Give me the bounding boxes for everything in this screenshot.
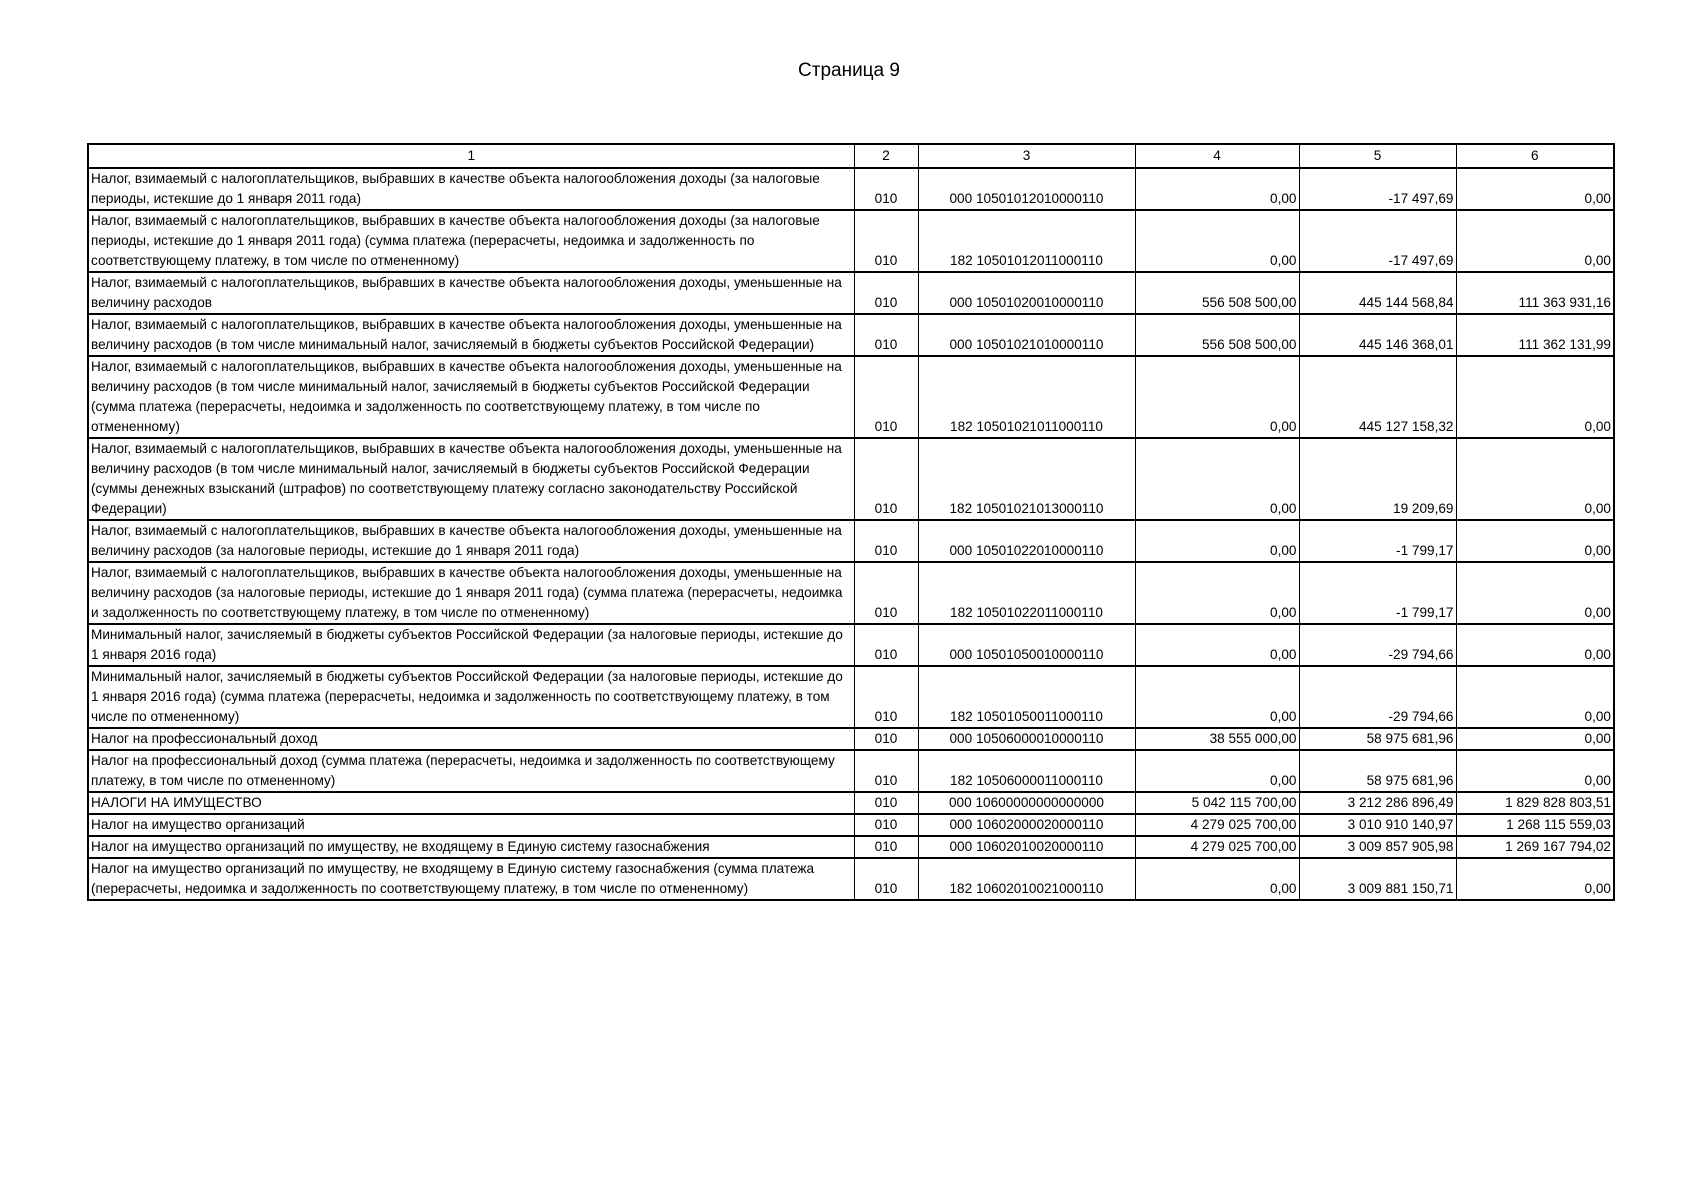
- row-unexecuted: 1 829 828 803,51: [1456, 792, 1614, 814]
- row-unexecuted: 0,00: [1456, 520, 1614, 562]
- row-approved: 0,00: [1135, 520, 1299, 562]
- row-approved: 5 042 115 700,00: [1135, 792, 1299, 814]
- table-row: [88, 438, 1614, 520]
- row-unexecuted: 0,00: [1456, 356, 1614, 438]
- row-line-code: 010: [854, 728, 918, 750]
- table-row: [88, 168, 1614, 210]
- row-budget-code: 000 10501020010000110: [918, 272, 1135, 314]
- row-executed: 3 010 910 140,97: [1299, 814, 1456, 836]
- row-name: НАЛОГИ НА ИМУЩЕСТВО: [88, 792, 854, 814]
- table-row: [88, 792, 1614, 814]
- row-name: Налог, взимаемый с налогоплательщиков, выбравших в качестве объекта налогообложения доходы, уменьшенные на величину расходов: [88, 272, 854, 314]
- row-budget-code: 000 10501021010000110: [918, 314, 1135, 356]
- row-unexecuted: 0,00: [1456, 168, 1614, 210]
- table-row: [88, 750, 1614, 792]
- table-row: [88, 858, 1614, 900]
- row-unexecuted: 111 362 131,99: [1456, 314, 1614, 356]
- row-approved: 4 279 025 700,00: [1135, 836, 1299, 858]
- row-budget-code: 000 10600000000000000: [918, 792, 1135, 814]
- table-row: [88, 666, 1614, 728]
- table-row: [88, 562, 1614, 624]
- row-line-code: 010: [854, 750, 918, 792]
- row-approved: 0,00: [1135, 356, 1299, 438]
- row-budget-code: 000 10602010020000110: [918, 836, 1135, 858]
- table-row: [88, 624, 1614, 666]
- row-approved: 0,00: [1135, 438, 1299, 520]
- row-unexecuted: 0,00: [1456, 858, 1614, 900]
- row-approved: 38 555 000,00: [1135, 728, 1299, 750]
- row-executed: 445 127 158,32: [1299, 356, 1456, 438]
- row-budget-code: 000 10501022010000110: [918, 520, 1135, 562]
- row-budget-code: 000 10602000020000110: [918, 814, 1135, 836]
- row-budget-code: 182 10501021013000110: [918, 438, 1135, 520]
- row-executed: -17 497,69: [1299, 210, 1456, 272]
- row-approved: 556 508 500,00: [1135, 314, 1299, 356]
- table-row: [88, 272, 1614, 314]
- row-line-code: 010: [854, 520, 918, 562]
- row-executed: 445 144 568,84: [1299, 272, 1456, 314]
- table-row: [88, 356, 1614, 438]
- row-executed: -29 794,66: [1299, 666, 1456, 728]
- row-approved: 0,00: [1135, 562, 1299, 624]
- row-name: Налог, взимаемый с налогоплательщиков, выбравших в качестве объекта налогообложения доходы, уменьшенные на величину расходов (в том числе минимальный налог, зачисляемый в бюджеты субъектов Российской Федерации (сумма платежа (перерасчеты, недоимка и задолженность по соответствующему платежу, в том числе по отмененному): [88, 356, 854, 438]
- row-name: Налог, взимаемый с налогоплательщиков, выбравших в качестве объекта налогообложения доходы, уменьшенные на величину расходов (за налоговые периоды, истекшие до 1 января 2011 года): [88, 520, 854, 562]
- row-approved: 0,00: [1135, 624, 1299, 666]
- row-executed: 19 209,69: [1299, 438, 1456, 520]
- row-unexecuted: 0,00: [1456, 562, 1614, 624]
- table-row: [88, 728, 1614, 750]
- row-name: Налог на профессиональный доход (сумма платежа (перерасчеты, недоимка и задолженность по соответствующему платежу, в том числе по отмененному): [88, 750, 854, 792]
- row-name: Налог на профессиональный доход: [88, 728, 854, 750]
- row-line-code: 010: [854, 356, 918, 438]
- row-line-code: 010: [854, 814, 918, 836]
- row-line-code: 010: [854, 562, 918, 624]
- row-budget-code: 182 10501021011000110: [918, 356, 1135, 438]
- header-col-1: 1: [88, 144, 854, 168]
- row-name: Налог, взимаемый с налогоплательщиков, выбравших в качестве объекта налогообложения доходы (за налоговые периоды, истекшие до 1 января 2011 года): [88, 168, 854, 210]
- row-unexecuted: 0,00: [1456, 438, 1614, 520]
- row-approved: 0,00: [1135, 210, 1299, 272]
- row-approved: 0,00: [1135, 858, 1299, 900]
- header-col-3: 3: [918, 144, 1135, 168]
- row-line-code: 010: [854, 272, 918, 314]
- row-executed: 58 975 681,96: [1299, 728, 1456, 750]
- header-col-6: 6: [1456, 144, 1614, 168]
- row-line-code: 010: [854, 666, 918, 728]
- page-title: Страница 9: [798, 60, 900, 81]
- row-budget-code: 182 10501050011000110: [918, 666, 1135, 728]
- row-line-code: 010: [854, 314, 918, 356]
- row-approved: 0,00: [1135, 750, 1299, 792]
- table-row: [88, 814, 1614, 836]
- row-budget-code: 182 10501022011000110: [918, 562, 1135, 624]
- row-executed: 445 146 368,01: [1299, 314, 1456, 356]
- row-approved: 0,00: [1135, 666, 1299, 728]
- row-unexecuted: 1 268 115 559,03: [1456, 814, 1614, 836]
- row-approved: 0,00: [1135, 168, 1299, 210]
- row-name: Налог на имущество организаций по имуществу, не входящему в Единую систему газоснабжения: [88, 836, 854, 858]
- row-name: Налог, взимаемый с налогоплательщиков, выбравших в качестве объекта налогообложения доходы, уменьшенные на величину расходов (в том числе минимальный налог, зачисляемый в бюджеты субъектов Российской Федерации (суммы денежных взысканий (штрафов) по соответствующему платежу согласно законодательству Российской Федерации): [88, 438, 854, 520]
- table-row: [88, 836, 1614, 858]
- row-line-code: 010: [854, 858, 918, 900]
- row-unexecuted: 111 363 931,16: [1456, 272, 1614, 314]
- row-name: Налог, взимаемый с налогоплательщиков, выбравших в качестве объекта налогообложения доходы, уменьшенные на величину расходов (за налоговые периоды, истекшие до 1 января 2011 года) (сумма платежа (перерасчеты, недоимка и задолженность по соответствующему платежу, в том числе по отмененному): [88, 562, 854, 624]
- row-unexecuted: 0,00: [1456, 750, 1614, 792]
- row-executed: -17 497,69: [1299, 168, 1456, 210]
- row-name: Налог на имущество организаций по имуществу, не входящему в Единую систему газоснабжения (сумма платежа (перерасчеты, недоимка и задолженность по соответствующему платежу, в том числе по отмененному): [88, 858, 854, 900]
- row-executed: 3 009 857 905,98: [1299, 836, 1456, 858]
- row-unexecuted: 1 269 167 794,02: [1456, 836, 1614, 858]
- row-name: Налог на имущество организаций: [88, 814, 854, 836]
- row-line-code: 010: [854, 836, 918, 858]
- row-unexecuted: 0,00: [1456, 666, 1614, 728]
- table-row: [88, 520, 1614, 562]
- row-line-code: 010: [854, 210, 918, 272]
- row-budget-code: 182 10506000011000110: [918, 750, 1135, 792]
- row-executed: -1 799,17: [1299, 520, 1456, 562]
- header-row: [88, 144, 1614, 168]
- row-name: Налог, взимаемый с налогоплательщиков, выбравших в качестве объекта налогообложения доходы, уменьшенные на величину расходов (в том числе минимальный налог, зачисляемый в бюджеты субъектов Российской Федерации): [88, 314, 854, 356]
- report-table: [87, 143, 1615, 901]
- row-line-code: 010: [854, 792, 918, 814]
- row-executed: 58 975 681,96: [1299, 750, 1456, 792]
- header-col-5: 5: [1299, 144, 1456, 168]
- row-name: Налог, взимаемый с налогоплательщиков, выбравших в качестве объекта налогообложения доходы (за налоговые периоды, истекшие до 1 января 2011 года) (сумма платежа (перерасчеты, недоимка и задолженность по соответствующему платежу, в том числе по отмененному): [88, 210, 854, 272]
- table-row: [88, 210, 1614, 272]
- row-name: Минимальный налог, зачисляемый в бюджеты субъектов Российской Федерации (за налоговые периоды, истекшие до 1 января 2016 года): [88, 624, 854, 666]
- row-budget-code: 000 10501050010000110: [918, 624, 1135, 666]
- row-line-code: 010: [854, 624, 918, 666]
- row-budget-code: 000 10506000010000110: [918, 728, 1135, 750]
- row-line-code: 010: [854, 168, 918, 210]
- row-budget-code: 182 10501012011000110: [918, 210, 1135, 272]
- header-col-2: 2: [854, 144, 918, 168]
- row-approved: 556 508 500,00: [1135, 272, 1299, 314]
- row-unexecuted: 0,00: [1456, 624, 1614, 666]
- row-executed: 3 212 286 896,49: [1299, 792, 1456, 814]
- table-row: [88, 314, 1614, 356]
- header-col-4: 4: [1135, 144, 1299, 168]
- row-name: Минимальный налог, зачисляемый в бюджеты субъектов Российской Федерации (за налоговые периоды, истекшие до 1 января 2016 года) (сумма платежа (перерасчеты, недоимка и задолженность по соответствующему платежу, в том числе по отмененному): [88, 666, 854, 728]
- row-executed: -1 799,17: [1299, 562, 1456, 624]
- row-budget-code: 000 10501012010000110: [918, 168, 1135, 210]
- row-budget-code: 182 10602010021000110: [918, 858, 1135, 900]
- row-executed: 3 009 881 150,71: [1299, 858, 1456, 900]
- row-unexecuted: 0,00: [1456, 728, 1614, 750]
- row-unexecuted: 0,00: [1456, 210, 1614, 272]
- row-line-code: 010: [854, 438, 918, 520]
- row-approved: 4 279 025 700,00: [1135, 814, 1299, 836]
- row-executed: -29 794,66: [1299, 624, 1456, 666]
